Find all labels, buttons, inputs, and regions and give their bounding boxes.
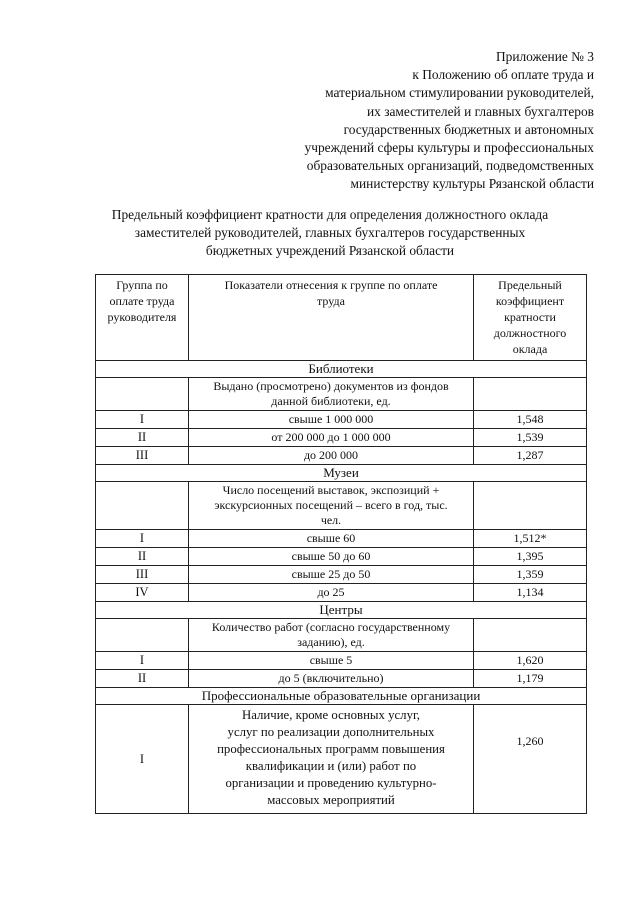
indicator-row [96,482,587,530]
value-cell: 1,548 [474,411,587,429]
appendix-line: министерству культуры Рязанской области [350,176,594,192]
value-cell: 1,539 [474,429,587,447]
appendix-line: материальном стимулировании руководителей, [325,85,594,101]
group-cell: II [96,548,189,566]
value-cell: 1,179 [474,670,587,688]
value-cell: 1,512* [474,530,587,548]
criterion-cell: свыше 50 до 60 [189,548,474,566]
value-cell: 1,134 [474,584,587,602]
criterion-cell: до 5 (включительно) [189,670,474,688]
table-row [96,584,587,602]
table-row [96,429,587,447]
section-header-education: Профессиональные образовательные организации [96,688,587,705]
table-row [96,411,587,429]
header-coefficient: Предельный коэффициент кратности должностного оклада [474,275,587,361]
group-cell: II [96,670,189,688]
value-cell: 1,395 [474,548,587,566]
value-cell: 1,620 [474,652,587,670]
indicator-row [96,619,587,652]
table-row [96,705,587,814]
table-row [96,670,587,688]
criterion-cell: от 200 000 до 1 000 000 [189,429,474,447]
section-header-museums: Музеи [96,465,587,482]
criterion-cell: свыше 25 до 50 [189,566,474,584]
criterion-cell: свыше 60 [189,530,474,548]
table-header-row [96,275,587,361]
criterion-cell: до 25 [189,584,474,602]
section-header-libraries: Библиотеки [96,361,587,378]
group-cell: I [96,705,189,814]
title-line: бюджетных учреждений Рязанской области [205,243,455,258]
group-cell: I [96,411,189,429]
indicator-description: Выдано (просмотрено) документов из фондов данной библиотеки, ед. [189,378,474,411]
coefficient-table [95,274,587,814]
section-header-centers: Центры [96,602,587,619]
value-cell: 1,287 [474,447,587,465]
table-row [96,548,587,566]
appendix-note [305,48,594,194]
value-cell: 1,359 [474,566,587,584]
appendix-line: образовательных организаций, подведомственных [306,158,594,174]
title-line: Предельный коэффициент кратности для определения должностного оклада [111,207,549,222]
group-cell: I [96,530,189,548]
appendix-line: государственных бюджетных и автономных [343,121,594,137]
table-row [96,447,587,465]
table-row [96,652,587,670]
appendix-line: их заместителей и главных бухгалтеров [366,103,594,119]
table-row [96,530,587,548]
group-cell: II [96,429,189,447]
appendix-line: Приложение № 3 [495,49,594,64]
criterion-cell: свыше 5 [189,652,474,670]
value-cell: 1,260 [474,705,587,814]
header-indicators: Показатели отнесения к группе по оплате труда [189,275,474,361]
appendix-line: учреждений сферы культуры и профессиональных [304,140,594,156]
criterion-cell: свыше 1 000 000 [189,411,474,429]
appendix-line: к Положению об оплате труда и [412,67,594,83]
criterion-cell: до 200 000 [189,447,474,465]
document-title [80,206,580,260]
indicator-description: Количество работ (согласно государственному заданию), ед. [189,619,474,652]
title-line: заместителей руководителей, главных бухгалтеров государственных [134,225,526,240]
criterion-cell: Наличие, кроме основных услуг, услуг по реализации дополнительных профессиональных программ повышения квалификации и (или) работ по организации и проведению культурно- массовых мероприятий [189,705,474,814]
header-group: Группа по оплате труда руководителя [96,275,189,361]
group-cell: III [96,447,189,465]
table-row [96,566,587,584]
indicator-description: Число посещений выставок, экспозиций + экскурсионных посещений – всего в год, тыс. чел. [189,482,474,530]
indicator-row [96,378,587,411]
group-cell: III [96,566,189,584]
group-cell: IV [96,584,189,602]
group-cell: I [96,652,189,670]
